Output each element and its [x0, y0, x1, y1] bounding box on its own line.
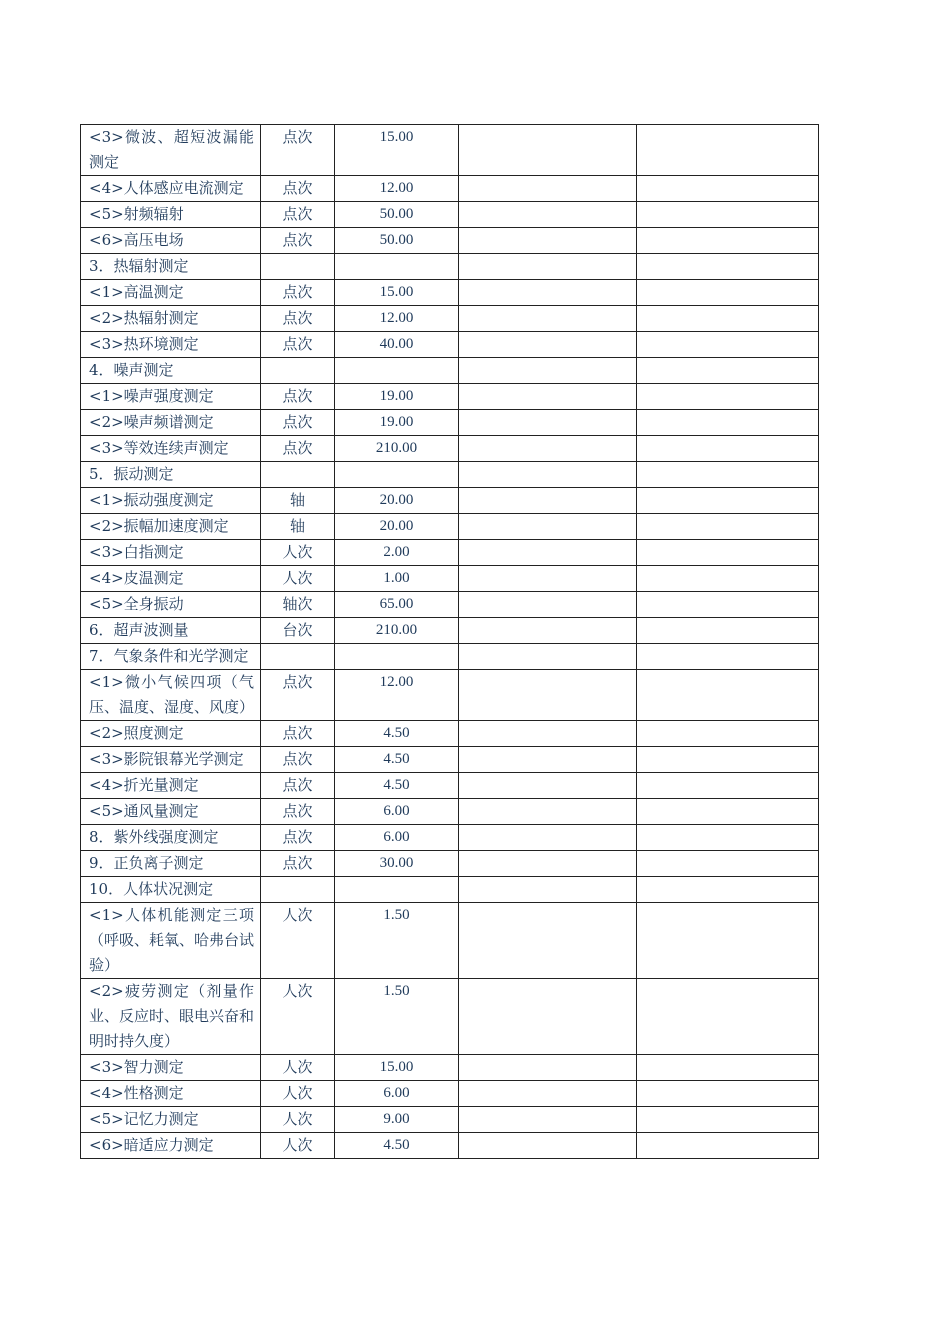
table-row: [81, 358, 819, 384]
table-row: [81, 566, 819, 592]
unit-cell: 人次: [261, 540, 335, 566]
table-row: [81, 721, 819, 747]
item-name-cell: 4．噪声测定: [81, 358, 261, 384]
table-row: [81, 202, 819, 228]
blank-cell: [637, 592, 819, 618]
blank-cell: [459, 176, 637, 202]
unit-cell: 点次: [261, 436, 335, 462]
blank-cell: [459, 358, 637, 384]
blank-cell: [459, 747, 637, 773]
blank-cell: [637, 202, 819, 228]
price-cell: [335, 644, 459, 670]
unit-cell: 点次: [261, 176, 335, 202]
unit-cell: 点次: [261, 410, 335, 436]
table-row: [81, 592, 819, 618]
blank-cell: [459, 306, 637, 332]
table-row: [81, 979, 819, 1055]
blank-cell: [637, 903, 819, 979]
price-cell: 12.00: [335, 306, 459, 332]
table-row: [81, 877, 819, 903]
item-name-cell: <3>微波、超短波漏能测定: [81, 125, 261, 176]
price-cell: 2.00: [335, 540, 459, 566]
item-name-cell: <2>热辐射测定: [81, 306, 261, 332]
blank-cell: [637, 670, 819, 721]
blank-cell: [459, 202, 637, 228]
blank-cell: [637, 877, 819, 903]
item-name-cell: <2>照度测定: [81, 721, 261, 747]
price-cell: 210.00: [335, 436, 459, 462]
unit-cell: 点次: [261, 721, 335, 747]
table-row: [81, 306, 819, 332]
item-name-cell: 9．正负离子测定: [81, 851, 261, 877]
table-row: [81, 825, 819, 851]
unit-cell: 人次: [261, 903, 335, 979]
table-row: [81, 332, 819, 358]
blank-cell: [637, 228, 819, 254]
price-cell: 4.50: [335, 1133, 459, 1159]
unit-cell: 点次: [261, 851, 335, 877]
blank-cell: [459, 125, 637, 176]
item-name-cell: 6．超声波测量: [81, 618, 261, 644]
blank-cell: [459, 540, 637, 566]
blank-cell: [637, 280, 819, 306]
item-name-cell: <4>人体感应电流测定: [81, 176, 261, 202]
blank-cell: [459, 488, 637, 514]
blank-cell: [637, 644, 819, 670]
price-cell: 1.50: [335, 979, 459, 1055]
blank-cell: [637, 773, 819, 799]
table-row: [81, 462, 819, 488]
unit-cell: 点次: [261, 306, 335, 332]
table-row: [81, 773, 819, 799]
item-name-cell: <3>智力测定: [81, 1055, 261, 1081]
blank-cell: [637, 358, 819, 384]
unit-cell: 人次: [261, 1055, 335, 1081]
price-cell: 50.00: [335, 202, 459, 228]
item-name-cell: <6>暗适应力测定: [81, 1133, 261, 1159]
price-cell: 6.00: [335, 825, 459, 851]
blank-cell: [459, 332, 637, 358]
blank-cell: [637, 566, 819, 592]
price-cell: [335, 462, 459, 488]
item-name-cell: 8．紫外线强度测定: [81, 825, 261, 851]
unit-cell: 点次: [261, 384, 335, 410]
unit-cell: 点次: [261, 228, 335, 254]
price-cell: 50.00: [335, 228, 459, 254]
table-row: [81, 254, 819, 280]
table-row: [81, 799, 819, 825]
price-cell: 19.00: [335, 384, 459, 410]
blank-cell: [637, 1081, 819, 1107]
unit-cell: [261, 644, 335, 670]
blank-cell: [459, 514, 637, 540]
table-row: [81, 410, 819, 436]
blank-cell: [459, 851, 637, 877]
blank-cell: [637, 851, 819, 877]
blank-cell: [637, 462, 819, 488]
blank-cell: [459, 384, 637, 410]
blank-cell: [637, 1055, 819, 1081]
blank-cell: [459, 462, 637, 488]
price-cell: 30.00: [335, 851, 459, 877]
item-name-cell: <5>全身振动: [81, 592, 261, 618]
unit-cell: 人次: [261, 1081, 335, 1107]
item-name-cell: 7．气象条件和光学测定: [81, 644, 261, 670]
price-cell: 6.00: [335, 1081, 459, 1107]
blank-cell: [637, 618, 819, 644]
blank-cell: [459, 1107, 637, 1133]
item-name-cell: <4>性格测定: [81, 1081, 261, 1107]
table-row: [81, 618, 819, 644]
unit-cell: 点次: [261, 280, 335, 306]
blank-cell: [459, 228, 637, 254]
table-row: [81, 644, 819, 670]
blank-cell: [459, 773, 637, 799]
table-row: [81, 540, 819, 566]
item-name-cell: <1>微小气候四项（气压、温度、湿度、风度）: [81, 670, 261, 721]
blank-cell: [459, 979, 637, 1055]
unit-cell: [261, 254, 335, 280]
item-name-cell: 5．振动测定: [81, 462, 261, 488]
blank-cell: [637, 410, 819, 436]
item-name-cell: <4>折光量测定: [81, 773, 261, 799]
price-cell: 15.00: [335, 280, 459, 306]
blank-cell: [459, 1055, 637, 1081]
item-name-cell: <3>热环境测定: [81, 332, 261, 358]
item-name-cell: <5>射频辐射: [81, 202, 261, 228]
blank-cell: [637, 332, 819, 358]
item-name-cell: 3．热辐射测定: [81, 254, 261, 280]
blank-cell: [637, 825, 819, 851]
blank-cell: [459, 618, 637, 644]
price-cell: 4.50: [335, 721, 459, 747]
table-row: [81, 1055, 819, 1081]
price-cell: 9.00: [335, 1107, 459, 1133]
unit-cell: 轴: [261, 514, 335, 540]
table-row: [81, 228, 819, 254]
price-cell: 65.00: [335, 592, 459, 618]
price-cell: [335, 254, 459, 280]
fee-table: [80, 124, 819, 1159]
table-row: [81, 176, 819, 202]
price-cell: 15.00: [335, 1055, 459, 1081]
blank-cell: [459, 1133, 637, 1159]
unit-cell: 点次: [261, 332, 335, 358]
unit-cell: [261, 877, 335, 903]
blank-cell: [459, 280, 637, 306]
price-cell: 1.00: [335, 566, 459, 592]
blank-cell: [637, 514, 819, 540]
blank-cell: [637, 1133, 819, 1159]
blank-cell: [637, 176, 819, 202]
unit-cell: 轴次: [261, 592, 335, 618]
price-cell: 4.50: [335, 747, 459, 773]
unit-cell: 台次: [261, 618, 335, 644]
item-name-cell: <1>噪声强度测定: [81, 384, 261, 410]
price-cell: 210.00: [335, 618, 459, 644]
item-name-cell: <1>振动强度测定: [81, 488, 261, 514]
blank-cell: [459, 799, 637, 825]
table-row: [81, 436, 819, 462]
fee-table-body: [81, 125, 819, 1159]
table-row: [81, 488, 819, 514]
blank-cell: [459, 670, 637, 721]
unit-cell: 点次: [261, 202, 335, 228]
unit-cell: [261, 462, 335, 488]
item-name-cell: <4>皮温测定: [81, 566, 261, 592]
table-row: [81, 670, 819, 721]
unit-cell: 人次: [261, 1107, 335, 1133]
table-row: [81, 903, 819, 979]
price-cell: 15.00: [335, 125, 459, 176]
item-name-cell: <2>振幅加速度测定: [81, 514, 261, 540]
item-name-cell: <3>影院银幕光学测定: [81, 747, 261, 773]
table-row: [81, 125, 819, 176]
price-cell: [335, 358, 459, 384]
blank-cell: [459, 592, 637, 618]
blank-cell: [459, 877, 637, 903]
table-row: [81, 514, 819, 540]
unit-cell: 点次: [261, 773, 335, 799]
price-cell: 40.00: [335, 332, 459, 358]
item-name-cell: 10．人体状况测定: [81, 877, 261, 903]
price-cell: 6.00: [335, 799, 459, 825]
blank-cell: [637, 721, 819, 747]
blank-cell: [459, 825, 637, 851]
blank-cell: [459, 410, 637, 436]
blank-cell: [637, 747, 819, 773]
item-name-cell: <5>通风量测定: [81, 799, 261, 825]
blank-cell: [459, 1081, 637, 1107]
item-name-cell: <1>高温测定: [81, 280, 261, 306]
blank-cell: [637, 384, 819, 410]
unit-cell: 人次: [261, 979, 335, 1055]
blank-cell: [637, 799, 819, 825]
item-name-cell: <3>白指测定: [81, 540, 261, 566]
blank-cell: [459, 436, 637, 462]
price-cell: 19.00: [335, 410, 459, 436]
unit-cell: 点次: [261, 670, 335, 721]
table-row: [81, 1133, 819, 1159]
blank-cell: [637, 540, 819, 566]
table-row: [81, 1107, 819, 1133]
blank-cell: [637, 979, 819, 1055]
unit-cell: 点次: [261, 799, 335, 825]
table-row: [81, 851, 819, 877]
blank-cell: [637, 1107, 819, 1133]
price-cell: 1.50: [335, 903, 459, 979]
blank-cell: [637, 125, 819, 176]
price-cell: 4.50: [335, 773, 459, 799]
unit-cell: 点次: [261, 825, 335, 851]
price-cell: 20.00: [335, 514, 459, 540]
table-row: [81, 1081, 819, 1107]
item-name-cell: <2>噪声频谱测定: [81, 410, 261, 436]
unit-cell: 点次: [261, 747, 335, 773]
item-name-cell: <5>记忆力测定: [81, 1107, 261, 1133]
item-name-cell: <3>等效连续声测定: [81, 436, 261, 462]
table-row: [81, 280, 819, 306]
price-cell: 12.00: [335, 176, 459, 202]
blank-cell: [637, 436, 819, 462]
item-name-cell: <6>高压电场: [81, 228, 261, 254]
unit-cell: 人次: [261, 566, 335, 592]
blank-cell: [637, 306, 819, 332]
price-cell: 20.00: [335, 488, 459, 514]
price-cell: 12.00: [335, 670, 459, 721]
blank-cell: [459, 721, 637, 747]
unit-cell: [261, 358, 335, 384]
item-name-cell: <2>疲劳测定（剂量作业、反应时、眼电兴奋和明时持久度）: [81, 979, 261, 1055]
blank-cell: [459, 254, 637, 280]
blank-cell: [459, 644, 637, 670]
blank-cell: [637, 488, 819, 514]
unit-cell: 轴: [261, 488, 335, 514]
table-row: [81, 747, 819, 773]
blank-cell: [637, 254, 819, 280]
table-row: [81, 384, 819, 410]
blank-cell: [459, 566, 637, 592]
unit-cell: 点次: [261, 125, 335, 176]
item-name-cell: <1>人体机能测定三项（呼吸、耗氧、哈弗台试验）: [81, 903, 261, 979]
blank-cell: [459, 903, 637, 979]
price-cell: [335, 877, 459, 903]
unit-cell: 人次: [261, 1133, 335, 1159]
